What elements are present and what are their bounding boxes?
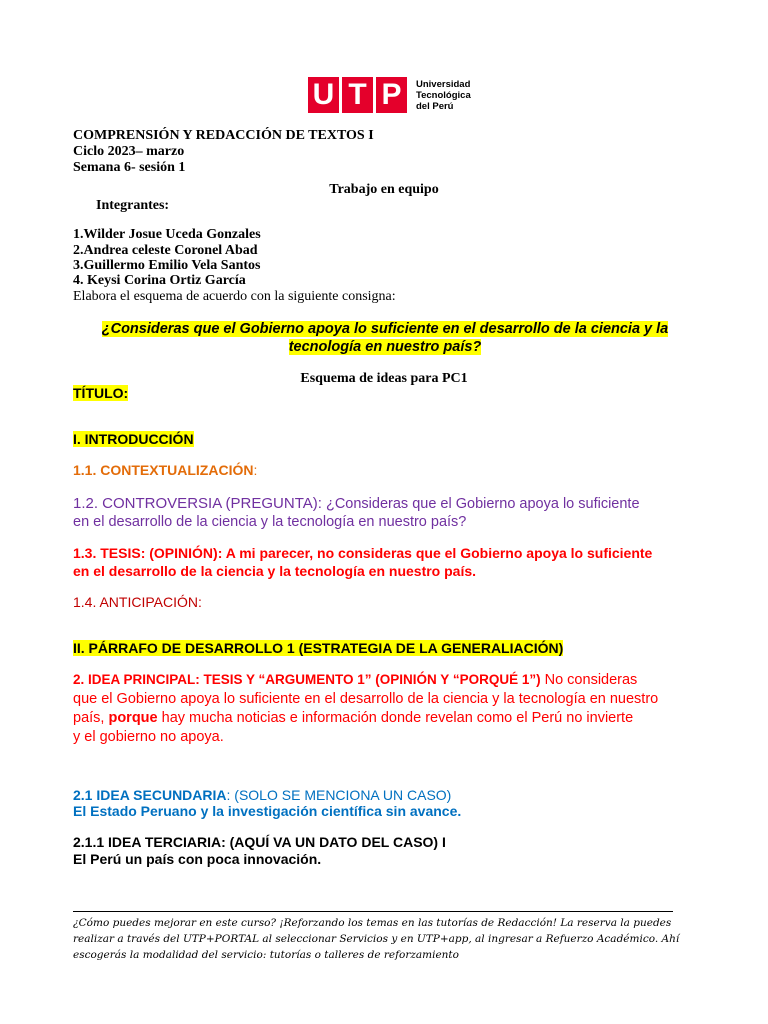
member-4: 4. Keysi Corina Ortiz García [73, 273, 246, 288]
desarrollo-heading-text: II. PÁRRAFO DE DESARROLLO 1 (ESTRATEGIA DE LA GENERALIACIÓN) [73, 640, 564, 656]
idea-secundaria-label: 2.1 IDEA SECUNDARIA [73, 787, 227, 803]
tesis-line-1 [73, 544, 693, 562]
intro-heading-text: I. INTRODUCCIÓN [73, 431, 194, 447]
controversia-text-2: en el desarrollo de la ciencia y la tecnología en nuestro país? [73, 514, 467, 530]
titulo-label [73, 384, 128, 402]
idea-principal [73, 670, 703, 747]
idea-principal-text-3b: hay mucha noticias e información donde revelan como el Perú no invierte [157, 710, 634, 726]
idea-principal-text-4: y el gobierno no apoya. [73, 729, 224, 745]
intro-heading [73, 430, 194, 448]
titulo-label-text: TÍTULO: [73, 385, 129, 401]
idea-terciaria-line-1 [73, 834, 693, 851]
contextualizacion-colon: : [253, 462, 258, 478]
controversia-text-1: ¿Consideras que el Gobierno apoya lo suficiente [321, 496, 640, 512]
contextualizacion [73, 461, 257, 479]
logo-letter-u: U [308, 77, 339, 113]
work-type: Trabajo en equipo [329, 182, 439, 197]
guiding-question [90, 320, 680, 356]
week-label: Semana 6- sesión 1 [73, 160, 186, 175]
utp-logo-mark [308, 77, 410, 113]
idea-principal-text-1: No consideras [540, 672, 638, 688]
idea-terciaria [73, 834, 693, 868]
tesis [73, 544, 693, 580]
idea-terciaria-text: El Perú un país con poca innovación. [73, 851, 322, 867]
idea-secundaria [73, 787, 693, 819]
member-3: 3.Guillermo Emilio Vela Santos [73, 258, 261, 273]
footer-line-2: realizar a través del UTP+PORTAL al seleccionar Servicios y en UTP+app, al ingresar a Refuerzo Académico. Ahí [73, 933, 680, 945]
members-label: Integrantes: [96, 198, 170, 213]
idea-secundaria-text: El Estado Peruano y la investigación científica sin avance. [73, 803, 462, 819]
logo-line-1: Universidad [416, 78, 471, 90]
tesis-text-2: en el desarrollo de la ciencia y la tecnología en nuestro país. [73, 563, 477, 579]
tesis-text-1: : A mi parecer, no consideras que el Gobierno apoya lo suficiente [217, 545, 653, 561]
course-title: COMPRENSIÓN Y REDACCIÓN DE TEXTOS I [73, 128, 374, 143]
controversia [73, 495, 693, 531]
member-1: 1.Wilder Josue Uceda Gonzales [73, 227, 261, 242]
idea-terciaria-rest: : (AQUÍ VA UN DATO DEL CASO) I [221, 834, 446, 850]
idea-principal-text-3a: país, [73, 710, 109, 726]
member-2: 2.Andrea celeste Coronel Abad [73, 243, 258, 258]
footer-divider [73, 911, 673, 912]
utp-logo [308, 76, 471, 114]
idea-terciaria-label: 2.1.1 IDEA TERCIARIA [73, 834, 222, 850]
logo-line-3: del Perú [416, 100, 454, 112]
footer-line-3: escogerás la modalidad del servicio: tutorías o talleres de reforzamiento [73, 949, 459, 961]
logo-university-name [416, 79, 471, 112]
controversia-label: 1.2. CONTROVERSIA (PREGUNTA): [73, 495, 322, 512]
cycle-label: Ciclo 2023– marzo [73, 144, 185, 159]
idea-principal-line-3 [73, 709, 703, 728]
idea-principal-line-1 [73, 670, 703, 690]
logo-letter-t: T [342, 77, 373, 113]
idea-principal-porque: porque [108, 710, 158, 726]
contextualizacion-label: 1.1. CONTEXTUALIZACIÓN [73, 462, 254, 478]
controversia-line-1 [73, 495, 693, 513]
footer-note [73, 915, 683, 963]
idea-principal-label: 2. IDEA PRINCIPAL: TESIS Y “ARGUMENTO 1” (OPINIÓN Y “PORQUÉ 1”) [73, 672, 541, 687]
logo-line-2: Tecnológica [416, 89, 471, 101]
footer-line-1: ¿Cómo puedes mejorar en este curso? ¡Reforzando los temas en las tutorías de Redacción! La reserva la puedes [73, 917, 672, 929]
idea-secundaria-rest: : (SOLO SE MENCIONA UN CASO) [226, 787, 452, 803]
anticipacion: 1.4. ANTICIPACIÓN: [73, 594, 202, 610]
instruction: Elabora el esquema de acuerdo con la siguiente consigna: [73, 289, 396, 304]
scheme-title: Esquema de ideas para PC1 [300, 371, 468, 386]
idea-secundaria-line-1 [73, 787, 693, 803]
idea-principal-text-2: que el Gobierno apoya lo suficiente en el desarrollo de la ciencia y la tecnología en nuestro [73, 691, 659, 707]
question-text: ¿Consideras que el Gobierno apoya lo suficiente en el desarrollo de la ciencia y la tecnología en nuestro país? [101, 321, 669, 355]
tesis-label: 1.3. TESIS: (OPINIÓN) [73, 545, 218, 561]
logo-letter-p: P [376, 77, 407, 113]
desarrollo-heading [73, 639, 563, 657]
